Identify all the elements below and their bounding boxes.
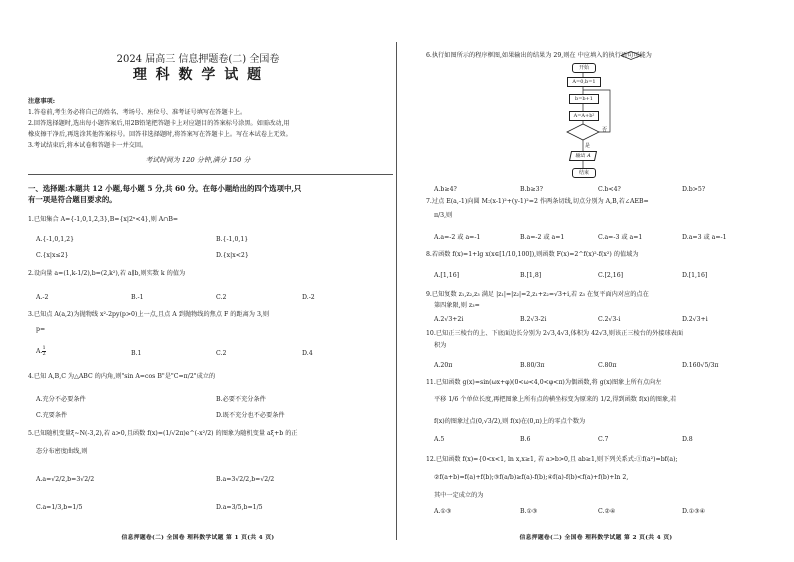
q8-option-a: A.[1,16] — [434, 272, 460, 279]
q1-stem: 1.已知集合 A={-1,0,1,2,3},B={x|2ˣ<4},则 A∩B= — [28, 216, 179, 223]
q10-stem: 10.已知正三棱台的上、下底面边长分别为 2√3,4√3,体积为 42√3,则该正三棱台的外接球表面 — [426, 330, 684, 337]
q2-stem-pre: 2.设向量 a= — [28, 270, 64, 277]
q3-option-a — [36, 346, 46, 357]
q4-option-b: B.必要不充分条件 — [216, 396, 266, 403]
q7-stem: 7.过点 E(a,-1)向圆 M:(x-1)²+(y-1)²=2 作两条切线,切点分别为 A,B,若∠AEB= — [426, 198, 649, 205]
q9-option-b: B.2√3-2i — [520, 316, 547, 323]
q7-stem-cont: π/3,则 — [434, 212, 453, 219]
flowchart-step-b: b=b+1 — [569, 94, 599, 104]
note-2: 2.回答选择题时,选出每小题答案后,用2B铅笔把答题卡上对应题目的答案标号涂黑。如需改动,用 — [28, 120, 290, 127]
q3-option-b: B.1 — [131, 350, 142, 357]
q2-option-b: B.-1 — [131, 294, 144, 301]
q3-option-c: C.2 — [216, 350, 227, 357]
exam-title: 理 科 数 学 试 题 — [132, 67, 264, 83]
q7-option-d: D.a=3 或 a=-1 — [682, 234, 727, 241]
q10-option-d: D.160√5/3π — [682, 362, 719, 369]
q12-option-a: A.①③ — [434, 508, 452, 515]
q12-option-c: C.②④ — [598, 508, 616, 515]
q11-stem-cont: 平移 1/6 个单位长度,再把图象上所有点的横坐标变为原来的 1/2,得到函数 f(x)的图象,若 — [434, 396, 677, 403]
q5-option-c: C.a=1/3,b=1/5 — [36, 504, 83, 511]
note-1: 1.答卷前,考生务必将自己的姓名、考场号、座位号、准考证号填写在答题卡上。 — [28, 109, 247, 116]
q7-option-b: B.a=-2 或 a=1 — [520, 234, 565, 241]
q5-stem-cont: 态分布密度曲线,则 — [36, 448, 88, 455]
note-2-cont: 橡皮擦干净后,再选涂其他答案标号。回答非选择题时,将答案写在答题卡上。写在本试卷上无效。 — [28, 131, 292, 138]
note-3: 3.考试结束后,将本试卷和答题卡一并交回。 — [28, 142, 148, 149]
q11-option-a: A.5 — [434, 436, 445, 443]
q6-option-d: D.b>5? — [682, 186, 706, 193]
q2-option-a: A.-2 — [36, 294, 49, 301]
flowchart — [558, 60, 648, 185]
q3-stem: 3.已知点 A(a,2)为抛物线 x²-2py(p>0)上一点,且点 A 到抛物线的焦点 F 的距离为 3,则 — [28, 311, 270, 318]
fraction-denominator: 2 — [42, 351, 46, 357]
q8-option-d: D.[1,16] — [682, 272, 708, 279]
q11-option-d: D.8 — [682, 436, 693, 443]
q6-option-c: C.b<4? — [598, 186, 621, 193]
q5-stem: 5.已知随机变量ξ~N(-3,2),若 a>0,且函数 f(x)=(1/√2π)e^(-x²/2) 的图象为随机变量 aξ+b 的正 — [28, 430, 298, 437]
flowchart-output: 输出 A — [569, 151, 597, 161]
section-heading-cont: 有一项是符合题目要求的。 — [28, 195, 117, 204]
q1-option-b: B.{-1,0,1} — [216, 236, 249, 243]
q2-vector-a: (1,k-1/2) — [63, 270, 90, 277]
q12-stem-cont: ②f(a+b)=f(a)+f(b);③f(a/b)≥f(a)-f(b);④f(a)-f(b)<f(a)+f(b)+ln 2, — [434, 474, 629, 481]
flowchart-init: A=0,b=1 — [567, 77, 601, 87]
blank-diamond-icon — [620, 51, 642, 60]
q2-stem-post: ,b=(2,k²),若 a∥b,则实数 k 的值为 — [89, 270, 186, 277]
q10-option-a: A.20π — [434, 362, 453, 369]
flowchart-end: 结束 — [572, 168, 596, 178]
q6-stem: 6.执行如图所示的程序框图,如果输出的结果为 29,则在 中应填入的执行语句可能为 — [426, 52, 652, 59]
q12-stem-cont-2: 其中一定成立的为 — [434, 492, 484, 499]
q7-option-c: C.a=-3 或 a=1 — [598, 234, 643, 241]
q10-option-b: B.80/3π — [520, 362, 545, 369]
q9-stem: 9.已知复数 z₁,z₂,z₃ 满足 |z₁|=|z₂|=2,z₁+z₂=√3+i,若 z₃ 在复平面内对应的点在 — [426, 291, 649, 298]
q9-option-a: A.2√3+2i — [434, 316, 464, 323]
q1-option-d: D.{x|x<2} — [216, 252, 249, 259]
decision-diamond — [567, 124, 599, 140]
q3-option-a-label: A. — [36, 348, 43, 355]
page-1-footer: 信息押题卷(二) 全国卷 理科数学试题 第 1 页(共 4 页) — [121, 535, 275, 541]
q8-option-b: B.[1,8] — [520, 272, 542, 279]
flowchart-start: 开始 — [572, 63, 596, 73]
q11-option-c: C.7 — [598, 436, 609, 443]
q4-option-c: C.充要条件 — [36, 412, 68, 419]
q8-stem: 8.若函数 f(x)=1+lg x(x∈[1/10,100]),则函数 F(x)=2^f(x)²-f(x²) 的值域为 — [426, 251, 639, 258]
q12-stem: 12.已知函数 f(x)={0<x<1, ln x,x≥1, 若 a>b>0,且 ab≥1,则下列关系式:①f(a²)=bf(a); — [426, 456, 678, 463]
section-heading: 一、选择题:本题共 12 小题,每小题 5 分,共 60 分。在每小题给出的四个选项中,只 — [28, 184, 302, 193]
page-1 — [0, 0, 396, 562]
q6-option-b: B.b≥3? — [520, 186, 543, 193]
flowchart-yes-label: 是 — [585, 143, 591, 149]
column-divider — [396, 42, 397, 540]
page-2-footer: 信息押题卷(二) 全国卷 理科数学试题 第 2 页(共 4 页) — [519, 535, 673, 541]
q12-option-b: B.①③ — [520, 508, 538, 515]
q5-option-b: B.a=3√2/2,b=√2/2 — [216, 476, 275, 483]
exam-header: 2024 届高三 信息押题卷(二) 全国卷 — [116, 54, 280, 65]
q3-stem-cont: p= — [36, 326, 46, 333]
q8-option-c: C.[2,16] — [598, 272, 624, 279]
q1-option-c: C.{x|x≤2} — [36, 252, 69, 259]
q11-option-b: B.6 — [520, 436, 531, 443]
q6-option-a: A.b≥4? — [434, 186, 457, 193]
q5-option-d: D.a=3/5,b=1/5 — [216, 504, 263, 511]
fraction-numerator: 1 — [42, 345, 46, 351]
q11-stem: 11.已知函数 g(x)=sin(ωx+φ)(0<ω<4,0<φ<π)为偶函数,将 g(x)图象上所有点向左 — [426, 379, 662, 386]
q7-option-a: A.a=-2 或 a=-1 — [434, 234, 481, 241]
q9-option-c: C.2√3-i — [598, 316, 621, 323]
notes-title: 注意事项: — [28, 98, 56, 105]
q3-option-a-fraction — [42, 346, 45, 357]
q2-option-c: C.2 — [216, 294, 227, 301]
q5-option-a: A.a=√2/2,b=3√2/2 — [36, 476, 95, 483]
q4-option-d: D.既不充分也不必要条件 — [216, 412, 285, 419]
q12-option-d: D.①③④ — [682, 508, 706, 515]
page-2 — [398, 0, 794, 562]
q4-stem: 4.已知 A,B,C 为△ABC 的内角,则"sin A=cos B"是"C=π/2"成立的 — [28, 373, 216, 380]
q10-stem-cont: 积为 — [434, 342, 447, 349]
q10-option-c: C.80π — [598, 362, 617, 369]
q2-option-d: D.-2 — [302, 294, 315, 301]
q4-option-a: A.充分不必要条件 — [36, 396, 86, 403]
q1-option-a: A.{-1,0,1,2} — [36, 236, 75, 243]
q11-stem-cont-2: f(x)的图象过点(0,√3/2),则 f(x)在(0,π)上的零点个数为 — [434, 418, 586, 425]
flowchart-step-a: A=A+b² — [569, 111, 599, 121]
q9-option-d: D.2√3+i — [682, 316, 708, 323]
flowchart-no-label: 否 — [602, 127, 608, 133]
q2-stem — [28, 270, 185, 278]
time-line: 考试时间为 120 分钟,满分 150 分 — [145, 156, 251, 164]
q9-stem-cont: 第四象限,则 z₃= — [434, 302, 480, 309]
q3-option-d: D.4 — [302, 350, 313, 357]
